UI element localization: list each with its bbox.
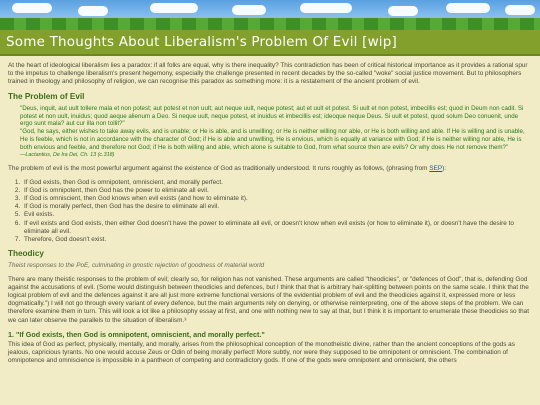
list-item: 3. If God is omniscient, then God knows when evil exists (and how to eliminate it). (22, 195, 532, 203)
argument-intro-tail: ): (442, 165, 446, 173)
list-item: 2. If God is omnipotent, then God has the power to eliminate all evil. (22, 187, 532, 195)
premise-list (8, 179, 532, 245)
list-item: 5. Evil exists. (22, 211, 532, 219)
quote-latin: "Deus, inquit, aut uult tollere mala et non potest; aut potest et non uult; aut neque uult, neque potest; aut et uult et potest. Si uult et non potest, imbecillis est; quod in Deum non cadit. Si potest et non uult, inuidus; quod aeque alienum a Deo. Si neque uult, neque potest, et inuidus et imbecillis est; ideoque neque Deus. Si uult et potest, quod solum Deo conuenit, unde ergo sunt mala? aut cur illa non tollit?" (20, 104, 524, 128)
quote-citation: —Lactantius, De Ira Dei, Ch. 13 (c.318) (20, 151, 115, 158)
cloud-graphic (78, 6, 108, 16)
cloud-graphic (446, 3, 490, 13)
list-item: 1. If God exists, then God is omnipotent, omniscient, and morally perfect. (22, 179, 532, 187)
article-body (0, 56, 540, 366)
theodicy-paragraph: There are many theistic responses to the problem of evil; clearly so, for religion has not vanished. These arguments are called "theodicies", or "defences of God", that is, defending God against the accusations of evil. (Some would distinguish between theodicies and defences, but I think that that is arbitrary hair-splitting between points on the same scale. I think that the logical problem of evil and the defences against it are all just more extreme functional versions of the evidential problem of evil and the theodicies against it, expressed more or less dogmatically.") I will not go through every variant of every defence, but the main arguments rely on denying, or otherwise reinterpreting, one of the above steps of the problem. We can therefore examine them in turn. This will look a lot like a philosophy essay at first, and one with nothing new to say at that, but I think it is important to enumerate these theodicies so that we can later observe the parallels to the situation of liberalism.³ (8, 275, 529, 324)
list-item: 6. If evil exists and God exists, then either God doesn't have the power to eliminate all evil, or doesn't know when evil exists (or how to eliminate it), or doesn't have the desire to eliminate all evil. (22, 220, 532, 236)
cloud-graphic (232, 5, 266, 15)
section-subtitle: Theist responses to the PoE, culminating in gnostic rejection of goodness of material world (8, 262, 265, 270)
header-banner (0, 0, 540, 30)
cloud-graphic (300, 3, 352, 13)
intro-paragraph: At the heart of ideological liberalism lies a paradox: if all folks are equal, why is there inequality? This contradiction has been of critical historical importance as it provides a rational spur to the impetus to challenge liberalism's present hegemony, especially the challenge presented in recent decades by the so-called "woke" social justice movement. But to philosophers trained in theology and philosophy of religion, we can recognise this paradox as something more: it is a restatement of the ancient problem of evil. (8, 62, 528, 86)
title-bar (0, 30, 540, 56)
section-heading-theodicy: Theodicy (8, 249, 44, 259)
cloud-graphic (150, 3, 198, 13)
quote-english: "God, he says, either wishes to take away evils, and is unable; or He is able, and is unwilling; or He is neither willing nor able, or He is both willing and able. If He is willing and is unable, He is feeble, which is not in accordance with the character of God; if He is able and unwilling, He is envious, which is equally at variance with God; if He is neither willing nor able, He is both envious and feeble, and therefore not God; if He is both willing and able, which alone is suitable to God, from what source then are evils? Or why does He not remove them?" (20, 128, 525, 151)
argument-intro (8, 165, 532, 173)
cloud-graphic (505, 5, 535, 15)
subsection-heading: 1. "If God exists, then God is omnipotent, omniscient, and morally perfect." (8, 329, 265, 339)
page-title: Some Thoughts About Liberalism's Problem Of Evil [wip] (6, 34, 397, 50)
subsection-paragraph: This idea of God as perfect, physically, mentally, and morally, arises from the philosophical conception of the monotheistic divine, rather than the ancient conceptions of the gods as jealous, capricious tyrants. No one would accuse Zeus or Odin of being morally perfect! More subtly, nor were they supposed to be omnipotent or omniscient. The combination of omnipotence and omniscience is impossible in a pantheon of competing and contradictory gods. If one of the gods were omnipotent and omniscient, the others (8, 341, 515, 365)
lactantius-quote (20, 105, 532, 160)
grass-strip (0, 18, 540, 30)
sep-link[interactable]: SEP (429, 165, 443, 173)
list-item: 4. If God is morally perfect, then God has the desire to eliminate all evil. (22, 203, 532, 211)
section-heading-problem-of-evil: The Problem of Evil (8, 91, 85, 101)
cloud-graphic (388, 6, 418, 16)
list-item: 7. Therefore, God doesn't exist. (22, 236, 532, 244)
argument-intro-text: The problem of evil is the most powerful argument against the existence of God as traditionally understood. It runs roughly as follows, (phrasing from (8, 165, 430, 173)
cloud-graphic (12, 3, 52, 13)
